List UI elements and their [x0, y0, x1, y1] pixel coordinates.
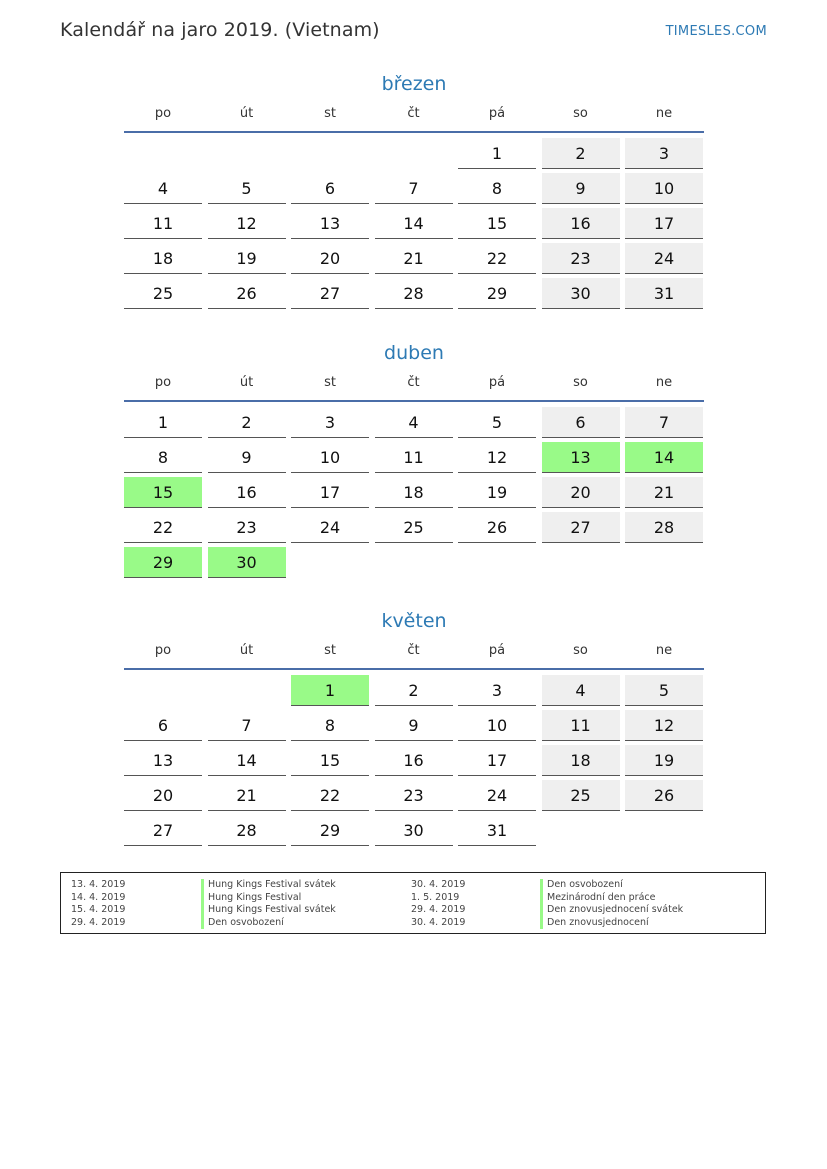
day-cell: 7 [375, 173, 453, 204]
empty-day-cell [208, 138, 286, 169]
legend-holiday-name: Hung Kings Festival svátek [201, 879, 336, 892]
day-cell: 30 [542, 278, 620, 309]
weekday-label: ne [655, 106, 673, 121]
day-cell: 26 [625, 780, 703, 811]
month-title: květen [381, 610, 447, 632]
day-cell: 11 [375, 442, 453, 473]
weekday-label: so [573, 643, 588, 658]
empty-day-cell [124, 675, 202, 706]
legend-holiday-name: Den znovusjednocení [540, 917, 683, 930]
day-cell: 26 [458, 512, 536, 543]
day-cell: 24 [291, 512, 369, 543]
empty-day-cell [124, 138, 202, 169]
weekday-label: čt [407, 643, 420, 658]
weekday-label: út [239, 375, 254, 390]
day-cell: 21 [375, 243, 453, 274]
empty-day-cell [291, 138, 369, 169]
empty-day-cell [625, 815, 703, 846]
day-cell: 3 [291, 407, 369, 438]
day-cell: 6 [291, 173, 369, 204]
day-cell: 12 [625, 710, 703, 741]
holiday-legend [60, 872, 766, 934]
day-cell: 14 [625, 442, 703, 473]
day-cell: 16 [208, 477, 286, 508]
day-cell: 10 [625, 173, 703, 204]
empty-day-cell [208, 675, 286, 706]
day-cell: 15 [291, 745, 369, 776]
day-cell: 8 [124, 442, 202, 473]
day-cell: 25 [375, 512, 453, 543]
month-calendar [124, 339, 704, 578]
day-cell: 19 [458, 477, 536, 508]
header-divider [124, 131, 704, 133]
day-cell: 5 [208, 173, 286, 204]
day-cell: 11 [542, 710, 620, 741]
day-cell: 18 [124, 243, 202, 274]
day-cell: 13 [291, 208, 369, 239]
day-cell: 13 [542, 442, 620, 473]
day-cell: 22 [124, 512, 202, 543]
legend-date: 14. 4. 2019 [71, 891, 126, 903]
day-cell: 23 [208, 512, 286, 543]
day-cell: 31 [625, 278, 703, 309]
day-cell: 19 [625, 745, 703, 776]
day-cell: 15 [458, 208, 536, 239]
month-title: březen [381, 73, 447, 95]
day-cell: 5 [458, 407, 536, 438]
legend-dates-left [71, 879, 125, 929]
day-cell: 30 [208, 547, 286, 578]
day-cell: 25 [124, 278, 202, 309]
legend-dates-right [411, 879, 465, 929]
day-cell: 20 [542, 477, 620, 508]
empty-day-cell [542, 547, 620, 578]
weekday-label: út [239, 106, 254, 121]
day-cell: 12 [208, 208, 286, 239]
day-cell: 10 [458, 710, 536, 741]
weekday-label: pá [488, 643, 506, 658]
day-cell: 17 [458, 745, 536, 776]
day-cell: 29 [458, 278, 536, 309]
day-cell: 22 [458, 243, 536, 274]
legend-date: 15. 4. 2019 [71, 904, 126, 915]
day-grid [124, 407, 704, 578]
day-cell: 6 [542, 407, 620, 438]
day-cell: 16 [375, 745, 453, 776]
weekday-label: pá [488, 106, 506, 121]
empty-day-cell [291, 547, 369, 578]
day-cell: 21 [625, 477, 703, 508]
day-cell: 29 [291, 815, 369, 846]
day-cell: 13 [124, 745, 202, 776]
day-grid [124, 675, 704, 846]
month-calendar [124, 607, 704, 846]
day-cell: 7 [208, 710, 286, 741]
weekday-label: so [573, 375, 588, 390]
page-title: Kalendář na jaro 2019. (Vietnam) [60, 19, 380, 41]
day-cell: 8 [291, 710, 369, 741]
legend-holiday-name: Den osvobození [540, 879, 683, 892]
legend-names-left [201, 879, 336, 929]
empty-day-cell [542, 815, 620, 846]
weekday-label: pá [488, 375, 506, 390]
day-cell: 8 [458, 173, 536, 204]
day-cell: 3 [625, 138, 703, 169]
weekday-label: po [154, 106, 172, 121]
day-cell: 2 [375, 675, 453, 706]
legend-holiday-name: Mezinárodní den práce [540, 892, 683, 905]
day-cell: 9 [375, 710, 453, 741]
weekday-label: út [239, 643, 254, 658]
empty-day-cell [458, 547, 536, 578]
day-cell: 17 [291, 477, 369, 508]
empty-day-cell [625, 547, 703, 578]
weekday-label: st [324, 643, 336, 658]
day-cell: 9 [208, 442, 286, 473]
brand-link[interactable]: TIMESLES.COM [665, 24, 767, 39]
weekday-label: čt [407, 375, 420, 390]
day-cell: 12 [458, 442, 536, 473]
weekday-header [124, 641, 704, 661]
legend-date: 30. 4. 2019 [411, 916, 466, 928]
day-cell: 24 [458, 780, 536, 811]
weekday-label: čt [407, 106, 420, 121]
day-cell: 19 [208, 243, 286, 274]
day-cell: 6 [124, 710, 202, 741]
weekday-label: ne [655, 643, 673, 658]
legend-holiday-name: Hung Kings Festival svátek [201, 904, 336, 917]
legend-date: 29. 4. 2019 [411, 904, 466, 915]
day-cell: 28 [625, 512, 703, 543]
day-cell: 21 [208, 780, 286, 811]
day-cell: 25 [542, 780, 620, 811]
day-cell: 4 [542, 675, 620, 706]
day-cell: 22 [291, 780, 369, 811]
day-grid [124, 138, 704, 309]
day-cell: 1 [291, 675, 369, 706]
day-cell: 10 [291, 442, 369, 473]
day-cell: 14 [375, 208, 453, 239]
day-cell: 27 [291, 278, 369, 309]
day-cell: 27 [124, 815, 202, 846]
legend-holiday-name: Hung Kings Festival [201, 892, 336, 905]
day-cell: 18 [542, 745, 620, 776]
weekday-label: so [573, 106, 588, 121]
legend-names-right [540, 879, 683, 929]
empty-day-cell [375, 138, 453, 169]
legend-holiday-name: Den znovusjednocení svátek [540, 904, 683, 917]
empty-day-cell [375, 547, 453, 578]
day-cell: 15 [124, 477, 202, 508]
day-cell: 20 [124, 780, 202, 811]
weekday-header [124, 373, 704, 393]
month-title: duben [384, 342, 444, 364]
weekday-label: st [324, 375, 336, 390]
header-divider [124, 668, 704, 670]
day-cell: 7 [625, 407, 703, 438]
day-cell: 5 [625, 675, 703, 706]
legend-holiday-name: Den osvobození [201, 917, 336, 930]
day-cell: 23 [542, 243, 620, 274]
legend-date: 29. 4. 2019 [71, 916, 126, 928]
day-cell: 27 [542, 512, 620, 543]
day-cell: 28 [375, 278, 453, 309]
day-cell: 4 [124, 173, 202, 204]
legend-date: 1. 5. 2019 [411, 891, 460, 903]
day-cell: 28 [208, 815, 286, 846]
day-cell: 26 [208, 278, 286, 309]
day-cell: 9 [542, 173, 620, 204]
day-cell: 23 [375, 780, 453, 811]
day-cell: 2 [208, 407, 286, 438]
day-cell: 4 [375, 407, 453, 438]
legend-date: 13. 4. 2019 [71, 879, 126, 890]
day-cell: 3 [458, 675, 536, 706]
day-cell: 16 [542, 208, 620, 239]
day-cell: 2 [542, 138, 620, 169]
day-cell: 24 [625, 243, 703, 274]
day-cell: 11 [124, 208, 202, 239]
weekday-header [124, 104, 704, 124]
day-cell: 20 [291, 243, 369, 274]
day-cell: 30 [375, 815, 453, 846]
weekday-label: st [324, 106, 336, 121]
day-cell: 14 [208, 745, 286, 776]
weekday-label: po [154, 375, 172, 390]
weekday-label: po [154, 643, 172, 658]
day-cell: 18 [375, 477, 453, 508]
weekday-label: ne [655, 375, 673, 390]
day-cell: 1 [458, 138, 536, 169]
month-calendar [124, 70, 704, 309]
day-cell: 17 [625, 208, 703, 239]
day-cell: 1 [124, 407, 202, 438]
header-divider [124, 400, 704, 402]
legend-date: 30. 4. 2019 [411, 879, 466, 890]
day-cell: 29 [124, 547, 202, 578]
day-cell: 31 [458, 815, 536, 846]
